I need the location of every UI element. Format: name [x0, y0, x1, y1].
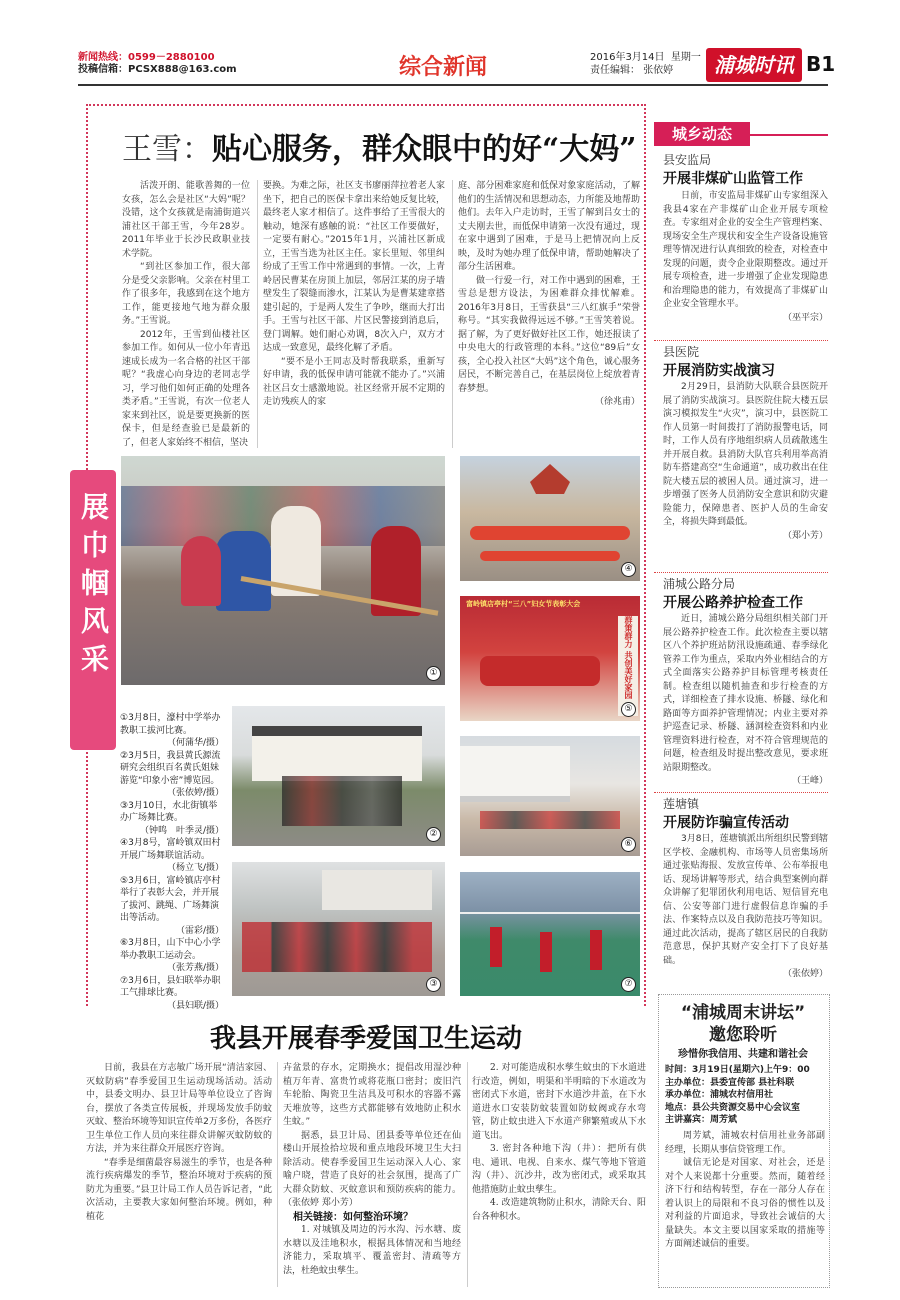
editor-line: [590, 65, 673, 77]
paragraph: 2012年，王雪到仙楼社区参加工作。如何从一位小年青迅速成长成为一名合格的社区干部呢？“我虚心向身边的老同志学习，学习他们如何正确的处理各类矛盾。”王雪说，有次一位老人家来到社区，说是要更换新的医保卡，但是经查验已是最新的了，但老人家始终不相信，坚决: [122, 329, 250, 448]
photo-volleyball: [460, 872, 640, 996]
forum-row: 主讲嘉宾：周芳斌: [665, 1115, 738, 1125]
sidebar-item-org: 浦城公路分局: [663, 577, 736, 591]
editor-label: 责任编辑：: [590, 65, 640, 76]
column-divider: [277, 1062, 278, 1287]
paragraph: 要换。为难之际，社区支书廖丽萍拉着老人家坐下，把自己的医保卡拿出来给她反复比较，最终老人家才相信了。这件事给了王雪很大的触动，她深有感触的说：“社区工作要做好，一定要有耐心。”2015年1月，兴浦社区新成立，王雪当选为社区主任。家长里短、邻里纠纷成了王雪工作中常遇到的事情。一次，上青岭居民曹某在房顶上加层，邻居江某的房子墙壁发生了裂缝而渗水，江某认为是曹某建章搭建引起的，于是两人发生了争吵，继而大打出手。王雪与社区干部、片区民警接到消息后，登门调解。她们耐心劝调，8次入户，双方才达成一致意见，最终化解了矛盾。: [263, 181, 445, 353]
forum-title-line1: “浦城周末讲坛”: [680, 1003, 806, 1023]
sidebar-item-body: 2月29日，县消防大队联合县医院开展了消防实战演习。县医院住院大楼五层演习模拟发生“火灾”，演习中，县医院工作人员第一时间拨打了消防报警电话，同时，工作人员有序地组织病人员疏散逃生并开展自救。县消防大队官兵利用举高消防车搭建高空“生命通道”，成功救出在住院大楼五层的被困人员。通过演习，进一步增强了医务人员消防安全意识和防灾避险能力，保障患者、医护人员的生命安全，将损失降到最低。 （郑小芳）: [663, 382, 828, 541]
divider: [654, 572, 828, 573]
caption: ③3月10日，水北街镇举办广场舞比赛。 （钟鸣 叶季灵/摄）: [120, 800, 224, 836]
section-title: 综合新闻: [398, 54, 487, 80]
paragraph: “到社区参加工作，很大部分是受父亲影响。父亲在村里工作了很多年，我感到在这个地方工作，能更接地气地为群众服务。”王雪说。: [122, 262, 250, 326]
sidebar-item-body: 近日，浦城公路分局组织相关部门开展公路养护检查工作。此次检查主要以辖区八个养护班站防汛设施疏通、春季绿化管养工作为重点，采取内外业相结合的方式全面落实公路养护目标管理考核责任制。检查组以随机抽查和步行检查的方式，详细检查了排水设施、桥隧、绿化和路面等方面养护管理情况；内业主要对养护巡查记录、桥隧、涵洞检查资料和内业管理资料进行检查，对不符合管理规范的问题，检查组及时提出整改意见，要求班站限期整改。 （王峰）: [663, 614, 828, 786]
sidebar-item-body: 3月8日，莲塘镇派出所组织民警到辖区学校、金融机构、市场等人员密集场所通过张贴海报、发放宣传单、公布举报电话、现场讲解等形式，结合典型案例向群众讲解了犯罪团伙利用电话、短信冒充电信、公安等部门进行虚假信息诈骗的手法、作案特点以及自我防范技巧等知识。通过此次活动，提高了辖区居民的自我防范意思，保护其财产安全打下了良好基础。 （张依婷）: [663, 834, 828, 979]
photo-tug-of-war: [121, 456, 445, 685]
photo-number: ①: [426, 666, 441, 681]
related-link-title: 相关链接：如何整治环境？: [293, 1211, 413, 1223]
paper-name-logo: [706, 48, 802, 82]
bottom-story-col3: 2. 对可能造成积水孳生蚊虫的下水道进行改造，例如，明渠和半明暗的下水道改为密闭式下水道，密封下水道沙井盖，在下水道进水口安装防蚊装置如防蚊阀或存水弯管，防止蚊虫进入下水道产卵繁殖或从下水道飞出。 3. 密封各种地下沟（井）：把所有供电、通讯、电视、自来水、煤气等地下管道沟（井）、沉沙井，改为密闭式，或采取其他措施防止蚊虫孳生。 4. 改造建筑物防止积水，清除天台、阳台各种积水。: [472, 1063, 646, 1222]
photo-number: ⑦: [621, 977, 636, 992]
sidebar-item-title: 开展消防实战演习: [663, 363, 775, 379]
banner-side-text: 群策群力 共创美好家园: [624, 616, 633, 699]
main-story-col1: [122, 180, 250, 448]
photo-number: ⑤: [621, 702, 636, 717]
header-rule: [78, 84, 828, 86]
vertical-label: 展巾帼风采: [77, 492, 110, 682]
column-divider: [452, 180, 453, 448]
sidebar-item-title: 开展非煤矿山监管工作: [663, 171, 803, 187]
caption: ①3月8日，濠村中学举办教职工拔河比赛。 （何蒲华/摄）: [120, 713, 224, 748]
photo-number: ②: [426, 827, 441, 842]
hotline-number: 0599－2880100: [128, 52, 215, 63]
issue-date: [590, 52, 701, 64]
byline: （徐兆甫）: [594, 397, 640, 407]
photo-number: ③: [426, 977, 441, 992]
photo-sports-meeting: [460, 736, 640, 856]
hotline: [78, 52, 215, 64]
photo-number: ④: [621, 562, 636, 577]
editor-name: 张依婷: [643, 65, 674, 76]
divider: [654, 792, 828, 793]
email-address: PCSX888@163.com: [128, 64, 237, 75]
sidebar-item-body: 日前，市安监局非煤矿山专家组深入我县4家在产非煤矿山企业开展专项检查。专家组对企业的安全生产管理档案、现场安全生产现状和安全生产设备设施管理等情况进行认真细致的检查，对检查中发现的问题，责令企业限期整改。通过开展专项检查，进一步增强了企业发现隐患和治理隐患的能力，有效提高了非煤矿山企业安全管理水平。 （巫平宗）: [663, 191, 828, 323]
paragraph: “要不是小王同志及时帮我联系，重新写好申请，我的低保申请可能就不能办了。”兴浦社区吕女士感激地说。社区经常开展不定期的走访残疾人的家: [263, 356, 445, 407]
forum-subtitle: 珍惜你我信用、共建和谐社会: [678, 1049, 808, 1060]
hotline-label: 新闻热线：: [78, 52, 128, 63]
banner-text: 富岭镇店亭村“三八”妇女节表彰大会: [466, 600, 581, 608]
photo-heritage-park: [232, 706, 445, 846]
sidebar-section-tab: [654, 122, 750, 146]
main-story-col2: [263, 180, 445, 448]
sidebar-rule: [750, 134, 828, 136]
sidebar-item-org: 县安监局: [663, 153, 712, 167]
caption: ⑤3月6日，富岭镇店亭村举行了表彰大会，并开展了拔河、跳绳、广场舞演出等活动。 （雷彩/摄）: [120, 875, 224, 936]
email-label: 投稿信箱：: [78, 64, 128, 75]
caption: ⑥3月8日，山下中心小学举办教职工运动会。 （张芳燕/摄）: [120, 938, 224, 973]
caption: ②3月5日，我县黄氏源流研究会组织百名黄氏姐妹游览“印象小密”博览园。 （张依婷/摄）: [120, 750, 224, 798]
sidebar-item-title: 开展防诈骗宣传活动: [663, 815, 789, 831]
divider: [654, 340, 828, 341]
sidebar-section-title: 城乡动态: [671, 125, 732, 143]
title-name: 王雪：: [122, 132, 212, 167]
forum-row: 主办单位：县委宣传部 县社科联: [665, 1077, 795, 1088]
page-number: B1: [806, 52, 836, 76]
forum-body: 周芳斌，浦城农村信用社业务部副经理，长期从事信贷管理工作。 诚信无论是对国家、对社会，还是对个人来说都十分重要。然而，随着经济下行和结构转型，存在一部分人存在着认识上的局限和不良习俗的惯性以及对利益的片面追求，导致社会诚信的大量缺失。本文主要以国家采取的措施等方面阐述诚信的重要。: [665, 1131, 825, 1249]
forum-details: [665, 1064, 827, 1127]
caption: ④3月8号，富岭镇双田村开展广场舞联谊活动。 （杨立飞/摄）: [120, 838, 224, 873]
paragraph: 庭、部分困难家庭和低保对象家庭活动，了解他们的生活情况和思想动态，力所能及地帮助他们。去年入户走访时，王雪了解到吕女士的丈夫刚去世，而低保申请第一次没有通过，现在家中遇到了困难，于是马上把情况向上反映，及时为她办理了低保申请，帮助她解决了部分生活困难。: [458, 181, 640, 272]
photo-award-ceremony: [460, 596, 640, 721]
paper-name: 浦城时讯: [714, 53, 794, 77]
sidebar-item-org: 县医院: [663, 345, 700, 359]
weekday-text: 星期一: [670, 52, 701, 63]
paragraph: 做一行爱一行，对工作中遇到的困难，王雪总是想方设法，为困难群众排忧解难。2016年3月8日，王雪获县“三八红旗手”荣誉称号。“其实我做得远远不够。”王雪笑着说。据了解，为了更好做好社区工作，她还报读了中央电大的行政管理的本科。”这位“89后”女孩，全心投入社区“大妈”这个角色，诚心服务居民，不断完善自己，在基层岗位上绽放着青春梦想。: [458, 275, 640, 394]
photo-number: ⑥: [621, 837, 636, 852]
column-divider: [467, 1062, 468, 1287]
title-main: 贴心服务，群众眼中的好“大妈”: [212, 132, 637, 167]
forum-row: 时间：3月19日(星期六)上午9：00: [665, 1065, 810, 1075]
date-text: 2016年3月14日: [590, 52, 665, 63]
submission-email: [78, 64, 237, 76]
photo-folk-dance: [460, 456, 640, 581]
bottom-story-col2: 卉盆景的存水，定期换水；提倡改用湿沙种植万年青、富贵竹或将花瓶口密封；废旧汽车轮胎、陶瓷卫生洁具及可积水的容器不露天堆放等，这些方式都能够有效地防止积水生蚊。” 据悉，县卫计局、团县委等单位还在仙楼山开展捡拾垃圾和重点地段环境卫生大扫除活动。使春季爱国卫生运动深入人心、家喻户晓，营造了良好的社会氛围，提高了广大群众防蚊、灭蚊意识和预防疾病的能力。（张依婷 郑小芳） 相关链接：如何整治环境？ 1. 对城镇及周边的污水沟、污水塘、废水塘以及洼地积水，根据具体情况和当地经济能力，采取填平、覆盖密封、清疏等方法，杜绝蚊虫孳生。: [283, 1063, 461, 1276]
paragraph: 活泼开朗、能歌善舞的一位女孩，怎么会是社区“大妈”呢？没错，这个女孩就是南浦街道兴浦社区干部王雪，今年28岁。2011年毕业于长沙民政职业技术学院。: [122, 181, 250, 259]
forum-row: 地点：县公共资源交易中心会议室: [665, 1102, 801, 1113]
sidebar-item-org: 莲塘镇: [663, 797, 700, 811]
forum-title-line2: 邀您聆听: [709, 1025, 777, 1045]
main-story-col3: [458, 180, 640, 448]
bottom-story-col1: 日前，我县在方志敏广场开展“清洁家园、灭蚊防病”春季爱国卫生运动现场活动。活动中，县委文明办、县卫计局等单位设立了咨询台，摆放了各类宣传展板，并现场发放手防蚊灭蚊、整治环境等知识宣传单2万多份，各医疗卫生单位工作人员向来往群众讲解灭蚊防蚊的方法，并为来往群众开展医疗咨询。 “春季是细菌最容易滋生的季节，也是各种流行疾病爆发的季节，整治环境对于疾病的预防尤为重要。”县卫计局工作人员告诉记者，“此次活动，主要教大家如何整治环境。例如，种植花: [86, 1063, 272, 1222]
bottom-story-title: 我县开展春季爱国卫生运动: [209, 1024, 522, 1054]
forum-row: 承办单位：浦城农村信用社: [665, 1090, 774, 1100]
vertical-label-box: [70, 470, 116, 750]
sidebar-item-title: 开展公路养护检查工作: [663, 595, 803, 611]
caption: ⑦3月6日，县妇联举办职工气排球比赛。 （县妇联/摄）: [120, 975, 224, 1011]
section-banner: [383, 52, 503, 82]
column-divider: [257, 180, 258, 448]
main-story-title: [122, 124, 642, 170]
photo-square-dance: [232, 862, 445, 996]
photo-captions: [120, 712, 224, 1011]
